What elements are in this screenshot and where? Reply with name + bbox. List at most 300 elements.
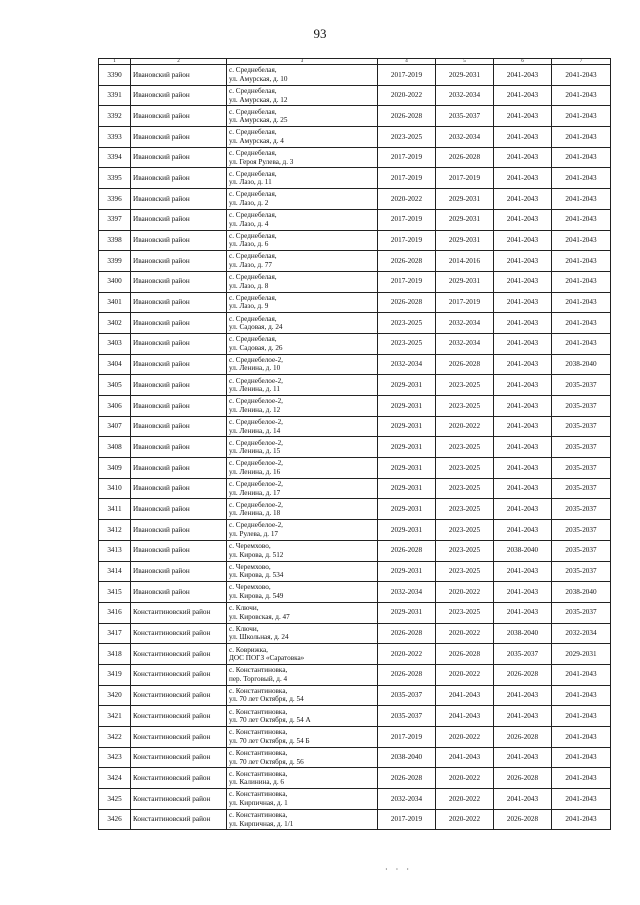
period-cell-col7: 2041-2043 — [552, 727, 611, 748]
table-row — [99, 644, 611, 665]
row-number-cell: 3391 — [99, 85, 131, 106]
row-number-cell: 3413 — [99, 540, 131, 561]
period-cell-col7: 2041-2043 — [552, 292, 611, 313]
district-cell: Ивановский район — [131, 437, 227, 458]
address-cell — [227, 685, 378, 706]
row-number-cell: 3406 — [99, 396, 131, 417]
address-locality: с. Среднебелая, — [229, 252, 277, 261]
row-number-cell: 3407 — [99, 416, 131, 437]
register-table — [98, 58, 611, 830]
scan-mark: · · · — [385, 865, 412, 874]
period-cell-col6: 2041-2043 — [494, 602, 552, 623]
address-cell — [227, 437, 378, 458]
period-cell-col7: 2035-2037 — [552, 478, 611, 499]
row-number-cell: 3421 — [99, 706, 131, 727]
period-cell-col4: 2017-2019 — [378, 271, 436, 292]
row-number-cell: 3403 — [99, 333, 131, 354]
period-cell-col6: 2041-2043 — [494, 354, 552, 375]
period-cell-col6: 2041-2043 — [494, 499, 552, 520]
district-cell: Константиновский район — [131, 727, 227, 748]
table-row — [99, 292, 611, 313]
period-cell-col4: 2017-2019 — [378, 727, 436, 748]
period-cell-col5: 2041-2043 — [436, 747, 494, 768]
row-number-cell: 3399 — [99, 251, 131, 272]
district-cell: Ивановский район — [131, 230, 227, 251]
table-row — [99, 623, 611, 644]
period-cell-col5: 2029-2031 — [436, 230, 494, 251]
period-cell-col7: 2035-2037 — [552, 520, 611, 541]
address-cell — [227, 747, 378, 768]
address-locality: с. Константиновка, — [229, 707, 288, 716]
period-cell-col5: 2023-2025 — [436, 375, 494, 396]
address-street: ул. Ленина, д. 12 — [229, 405, 281, 414]
address-locality: с. Ключи, — [229, 604, 259, 613]
address-locality: с. Константиновка, — [229, 748, 288, 757]
address-cell — [227, 809, 378, 830]
period-cell-col5: 2026-2028 — [436, 354, 494, 375]
row-number-cell: 3395 — [99, 168, 131, 189]
period-cell-col6: 2026-2028 — [494, 768, 552, 789]
period-cell-col7: 2035-2037 — [552, 416, 611, 437]
period-cell-col4: 2020-2022 — [378, 189, 436, 210]
address-locality: с. Среднебелая, — [229, 107, 277, 116]
period-cell-col6: 2041-2043 — [494, 478, 552, 499]
period-cell-col6: 2026-2028 — [494, 727, 552, 748]
address-street: ул. 70 лет Октября, д. 54 — [229, 695, 304, 704]
period-cell-col4: 2017-2019 — [378, 65, 436, 86]
period-cell-col6: 2041-2043 — [494, 147, 552, 168]
district-cell: Ивановский район — [131, 333, 227, 354]
table-row — [99, 147, 611, 168]
address-cell — [227, 65, 378, 86]
district-cell: Ивановский район — [131, 396, 227, 417]
address-locality: с. Среднебелое-2, — [229, 355, 283, 364]
table-row — [99, 520, 611, 541]
period-cell-col5: 2035-2037 — [436, 106, 494, 127]
period-cell-col7: 2041-2043 — [552, 747, 611, 768]
period-cell-col5: 2017-2019 — [436, 292, 494, 313]
district-cell: Ивановский район — [131, 209, 227, 230]
period-cell-col4: 2032-2034 — [378, 582, 436, 603]
table-row — [99, 230, 611, 251]
period-cell-col5: 2032-2034 — [436, 333, 494, 354]
period-cell-col7: 2041-2043 — [552, 768, 611, 789]
period-cell-col4: 2023-2025 — [378, 127, 436, 148]
period-cell-col6: 2041-2043 — [494, 333, 552, 354]
table-row — [99, 65, 611, 86]
address-locality: с. Среднебелое-2, — [229, 480, 283, 488]
period-cell-col5: 2041-2043 — [436, 685, 494, 706]
table-row — [99, 706, 611, 727]
address-locality: с. Среднебелая, — [229, 293, 277, 302]
period-cell-col4: 2026-2028 — [378, 106, 436, 127]
row-number-cell: 3398 — [99, 230, 131, 251]
period-cell-col7: 2035-2037 — [552, 437, 611, 458]
address-street: ул. Садовая, д. 24 — [229, 323, 283, 332]
period-cell-col6: 2041-2043 — [494, 271, 552, 292]
table-row — [99, 768, 611, 789]
period-cell-col4: 2029-2031 — [378, 561, 436, 582]
district-cell: Константиновский район — [131, 768, 227, 789]
address-locality: с. Среднебелая, — [229, 211, 277, 220]
address-locality: с. Среднебелая, — [229, 314, 277, 323]
address-street: ул. Ленина, д. 11 — [229, 385, 280, 394]
period-cell-col6: 2041-2043 — [494, 582, 552, 603]
period-cell-col5: 2020-2022 — [436, 768, 494, 789]
period-cell-col5: 2029-2031 — [436, 209, 494, 230]
period-cell-col6: 2041-2043 — [494, 189, 552, 210]
period-cell-col7: 2041-2043 — [552, 685, 611, 706]
table-row — [99, 540, 611, 561]
period-cell-col4: 2029-2031 — [378, 520, 436, 541]
register-table-body — [99, 59, 611, 830]
district-cell: Константиновский район — [131, 789, 227, 810]
address-cell — [227, 727, 378, 748]
address-cell — [227, 375, 378, 396]
address-street: ул. Героя Рулева, д. 3 — [229, 157, 294, 166]
column-number: 4 — [378, 59, 436, 65]
period-cell-col7: 2041-2043 — [552, 106, 611, 127]
address-street: ул. Калинина, д. 6 — [229, 778, 285, 787]
period-cell-col4: 2032-2034 — [378, 354, 436, 375]
address-cell — [227, 127, 378, 148]
column-number: 3 — [227, 59, 378, 65]
period-cell-col6: 2041-2043 — [494, 251, 552, 272]
period-cell-col6: 2041-2043 — [494, 168, 552, 189]
period-cell-col4: 2029-2031 — [378, 416, 436, 437]
address-locality: с. Среднебелая, — [229, 149, 277, 157]
address-locality: с. Среднебелая, — [229, 335, 277, 344]
row-number-cell: 3390 — [99, 65, 131, 86]
period-cell-col4: 2029-2031 — [378, 396, 436, 417]
table-row — [99, 437, 611, 458]
district-cell: Ивановский район — [131, 354, 227, 375]
period-cell-col7: 2035-2037 — [552, 396, 611, 417]
period-cell-col5: 2026-2028 — [436, 644, 494, 665]
address-cell — [227, 520, 378, 541]
address-street: пер. Торговый, д. 4 — [229, 674, 288, 683]
period-cell-col6: 2041-2043 — [494, 313, 552, 334]
period-cell-col7: 2041-2043 — [552, 127, 611, 148]
period-cell-col7: 2041-2043 — [552, 333, 611, 354]
district-cell: Ивановский район — [131, 168, 227, 189]
period-cell-col4: 2020-2022 — [378, 85, 436, 106]
address-street: ул. Ленина, д. 16 — [229, 467, 281, 476]
address-locality: с. Константиновка, — [229, 728, 288, 737]
address-locality: с. Среднебелое-2, — [229, 397, 283, 406]
period-cell-col7: 2041-2043 — [552, 251, 611, 272]
period-cell-col4: 2038-2040 — [378, 747, 436, 768]
district-cell: Константиновский район — [131, 623, 227, 644]
table-row — [99, 478, 611, 499]
table-row — [99, 271, 611, 292]
period-cell-col5: 2023-2025 — [436, 540, 494, 561]
period-cell-col4: 2017-2019 — [378, 809, 436, 830]
period-cell-col7: 2029-2031 — [552, 644, 611, 665]
period-cell-col6: 2026-2028 — [494, 809, 552, 830]
period-cell-col6: 2041-2043 — [494, 520, 552, 541]
period-cell-col4: 2017-2019 — [378, 147, 436, 168]
period-cell-col4: 2020-2022 — [378, 644, 436, 665]
period-cell-col6: 2035-2037 — [494, 644, 552, 665]
period-cell-col5: 2032-2034 — [436, 127, 494, 148]
period-cell-col7: 2035-2037 — [552, 561, 611, 582]
row-number-cell: 3414 — [99, 561, 131, 582]
address-street: ул. Садовая, д. 26 — [229, 343, 283, 352]
address-street: ул. Кирпичная, д. 1/1 — [229, 819, 294, 828]
district-cell: Ивановский район — [131, 127, 227, 148]
row-number-cell: 3424 — [99, 768, 131, 789]
address-locality: с. Константиновка, — [229, 769, 288, 778]
period-cell-col5: 2029-2031 — [436, 271, 494, 292]
period-cell-col4: 2026-2028 — [378, 768, 436, 789]
address-locality: с. Константиновка, — [229, 790, 288, 799]
period-cell-col7: 2038-2040 — [552, 582, 611, 603]
period-cell-col6: 2041-2043 — [494, 85, 552, 106]
row-number-cell: 3393 — [99, 127, 131, 148]
table-row — [99, 333, 611, 354]
address-street: ул. Лазо, д. 11 — [229, 178, 272, 187]
table-row — [99, 685, 611, 706]
period-cell-col7: 2041-2043 — [552, 65, 611, 86]
address-cell — [227, 333, 378, 354]
period-cell-col7: 2041-2043 — [552, 789, 611, 810]
row-number-cell: 3415 — [99, 582, 131, 603]
table-row — [99, 168, 611, 189]
district-cell: Ивановский район — [131, 85, 227, 106]
address-street: ул. Кировская, д. 47 — [229, 612, 290, 621]
address-street: ул. Амурская, д. 4 — [229, 136, 284, 145]
district-cell: Константиновский район — [131, 664, 227, 685]
address-locality: с. Среднебелая, — [229, 169, 277, 178]
period-cell-col5: 2023-2025 — [436, 478, 494, 499]
address-locality: с. Черемхово, — [229, 583, 271, 592]
address-cell — [227, 478, 378, 499]
address-street: ул. Ленина, д. 15 — [229, 447, 281, 456]
period-cell-col4: 2026-2028 — [378, 292, 436, 313]
address-cell — [227, 85, 378, 106]
row-number-cell: 3408 — [99, 437, 131, 458]
period-cell-col4: 2029-2031 — [378, 375, 436, 396]
address-locality: с. Среднебелое-2, — [229, 521, 283, 530]
district-cell: Ивановский район — [131, 147, 227, 168]
period-cell-col4: 2029-2031 — [378, 458, 436, 479]
district-cell: Ивановский район — [131, 520, 227, 541]
row-number-cell: 3418 — [99, 644, 131, 665]
address-street: ул. 70 лет Октября, д. 54 Б — [229, 736, 310, 745]
period-cell-col7: 2041-2043 — [552, 664, 611, 685]
period-cell-col6: 2026-2028 — [494, 664, 552, 685]
address-street: ул. Ленина, д. 18 — [229, 509, 281, 518]
period-cell-col4: 2029-2031 — [378, 478, 436, 499]
district-cell: Ивановский район — [131, 271, 227, 292]
address-street: ул. 70 лет Октября, д. 56 — [229, 757, 304, 766]
district-cell: Константиновский район — [131, 706, 227, 727]
period-cell-col5: 2032-2034 — [436, 313, 494, 334]
address-street: ул. Кирова, д. 549 — [229, 592, 284, 601]
period-cell-col6: 2041-2043 — [494, 706, 552, 727]
period-cell-col4: 2023-2025 — [378, 333, 436, 354]
address-cell — [227, 768, 378, 789]
address-cell — [227, 271, 378, 292]
column-number: 5 — [436, 59, 494, 65]
period-cell-col6: 2041-2043 — [494, 230, 552, 251]
row-number-cell: 3425 — [99, 789, 131, 810]
period-cell-col5: 2020-2022 — [436, 623, 494, 644]
table-row — [99, 582, 611, 603]
district-cell: Константиновский район — [131, 644, 227, 665]
column-number: 1 — [99, 59, 131, 65]
district-cell: Константиновский район — [131, 602, 227, 623]
address-cell — [227, 458, 378, 479]
table-row — [99, 809, 611, 830]
address-locality: с. Среднебелая, — [229, 66, 277, 75]
period-cell-col6: 2041-2043 — [494, 789, 552, 810]
row-number-cell: 3404 — [99, 354, 131, 375]
period-cell-col4: 2026-2028 — [378, 664, 436, 685]
period-cell-col7: 2041-2043 — [552, 189, 611, 210]
table-row — [99, 85, 611, 106]
period-cell-col7: 2041-2043 — [552, 85, 611, 106]
period-cell-col7: 2035-2037 — [552, 458, 611, 479]
address-cell — [227, 147, 378, 168]
address-street: ул. Лазо, д. 77 — [229, 261, 272, 270]
address-cell — [227, 292, 378, 313]
address-cell — [227, 582, 378, 603]
period-cell-col5: 2020-2022 — [436, 809, 494, 830]
address-street: ул. Кирова, д. 512 — [229, 550, 284, 559]
district-cell: Ивановский район — [131, 251, 227, 272]
period-cell-col7: 2038-2040 — [552, 354, 611, 375]
district-cell: Ивановский район — [131, 582, 227, 603]
address-cell — [227, 644, 378, 665]
period-cell-col6: 2041-2043 — [494, 292, 552, 313]
period-cell-col5: 2023-2025 — [436, 396, 494, 417]
address-street: ул. Кирова, д. 534 — [229, 571, 284, 580]
address-locality: с. Среднебелая, — [229, 190, 277, 199]
period-cell-col4: 2029-2031 — [378, 602, 436, 623]
address-locality: с. Среднебелое-2, — [229, 376, 283, 385]
period-cell-col5: 2023-2025 — [436, 458, 494, 479]
address-cell — [227, 313, 378, 334]
table-row — [99, 189, 611, 210]
address-street: ул. Ленина, д. 17 — [229, 488, 281, 497]
period-cell-col4: 2035-2037 — [378, 685, 436, 706]
address-cell — [227, 396, 378, 417]
address-locality: с. Среднебелое-2, — [229, 500, 283, 509]
period-cell-col4: 2026-2028 — [378, 540, 436, 561]
period-cell-col5: 2026-2028 — [436, 147, 494, 168]
table-row — [99, 251, 611, 272]
row-number-cell: 3397 — [99, 209, 131, 230]
table-row — [99, 458, 611, 479]
row-number-cell: 3422 — [99, 727, 131, 748]
address-locality: с. Среднебелая, — [229, 128, 277, 137]
address-street: ул. 70 лет Октября, д. 54 А — [229, 716, 311, 725]
page-number: 93 — [313, 26, 327, 41]
district-cell: Ивановский район — [131, 375, 227, 396]
district-cell: Константиновский район — [131, 747, 227, 768]
period-cell-col6: 2041-2043 — [494, 747, 552, 768]
period-cell-col7: 2041-2043 — [552, 809, 611, 830]
table-row — [99, 727, 611, 748]
period-cell-col7: 2035-2037 — [552, 499, 611, 520]
address-cell — [227, 789, 378, 810]
address-locality: с. Среднебелое-2, — [229, 438, 283, 447]
address-street: ул. Лазо, д. 4 — [229, 219, 269, 228]
address-cell — [227, 561, 378, 582]
period-cell-col5: 2020-2022 — [436, 789, 494, 810]
district-cell: Ивановский район — [131, 540, 227, 561]
address-street: ул. Амурская, д. 25 — [229, 116, 288, 125]
address-cell — [227, 168, 378, 189]
address-street: ул. Ленина, д. 14 — [229, 426, 281, 435]
period-cell-col4: 2032-2034 — [378, 789, 436, 810]
district-cell: Ивановский район — [131, 106, 227, 127]
period-cell-col6: 2038-2040 — [494, 623, 552, 644]
address-locality: с. Среднебелое-2, — [229, 459, 283, 468]
address-street: ул. Лазо, д. 2 — [229, 198, 269, 207]
district-cell: Константиновский район — [131, 685, 227, 706]
column-number: 2 — [131, 59, 227, 65]
table-row — [99, 354, 611, 375]
period-cell-col4: 2026-2028 — [378, 623, 436, 644]
district-cell: Ивановский район — [131, 189, 227, 210]
row-number-cell: 3416 — [99, 602, 131, 623]
column-number: 6 — [494, 59, 552, 65]
period-cell-col6: 2038-2040 — [494, 540, 552, 561]
address-street: ул. Лазо, д. 9 — [229, 302, 269, 311]
period-cell-col7: 2041-2043 — [552, 168, 611, 189]
address-locality: с. Коврижка, — [229, 645, 268, 654]
period-cell-col5: 2041-2043 — [436, 706, 494, 727]
address-street: ул. Лазо, д. 8 — [229, 281, 269, 290]
row-number-cell: 3396 — [99, 189, 131, 210]
district-cell: Ивановский район — [131, 292, 227, 313]
address-street: ДОС ПОГЗ «Саратовка» — [229, 654, 305, 663]
address-street: ул. Лазо, д. 6 — [229, 240, 269, 249]
period-cell-col5: 2023-2025 — [436, 561, 494, 582]
table-row — [99, 209, 611, 230]
period-cell-col6: 2041-2043 — [494, 106, 552, 127]
period-cell-col6: 2041-2043 — [494, 437, 552, 458]
period-cell-col6: 2041-2043 — [494, 396, 552, 417]
table-row — [99, 602, 611, 623]
table-row — [99, 664, 611, 685]
address-cell — [227, 623, 378, 644]
period-cell-col7: 2041-2043 — [552, 230, 611, 251]
table-row — [99, 789, 611, 810]
period-cell-col4: 2029-2031 — [378, 499, 436, 520]
address-locality: с. Среднебелая, — [229, 86, 277, 95]
address-cell — [227, 416, 378, 437]
district-cell: Ивановский район — [131, 416, 227, 437]
address-locality: с. Константиновка, — [229, 666, 288, 675]
address-locality: с. Среднебелая, — [229, 273, 277, 282]
period-cell-col6: 2041-2043 — [494, 209, 552, 230]
period-cell-col6: 2041-2043 — [494, 685, 552, 706]
address-locality: с. Ключи, — [229, 624, 259, 633]
period-cell-col6: 2041-2043 — [494, 416, 552, 437]
period-cell-col5: 2017-2019 — [436, 168, 494, 189]
period-cell-col7: 2041-2043 — [552, 706, 611, 727]
address-cell — [227, 602, 378, 623]
period-cell-col7: 2041-2043 — [552, 271, 611, 292]
period-cell-col5: 2023-2025 — [436, 520, 494, 541]
period-cell-col4: 2035-2037 — [378, 706, 436, 727]
row-number-cell: 3394 — [99, 147, 131, 168]
period-cell-col4: 2029-2031 — [378, 437, 436, 458]
